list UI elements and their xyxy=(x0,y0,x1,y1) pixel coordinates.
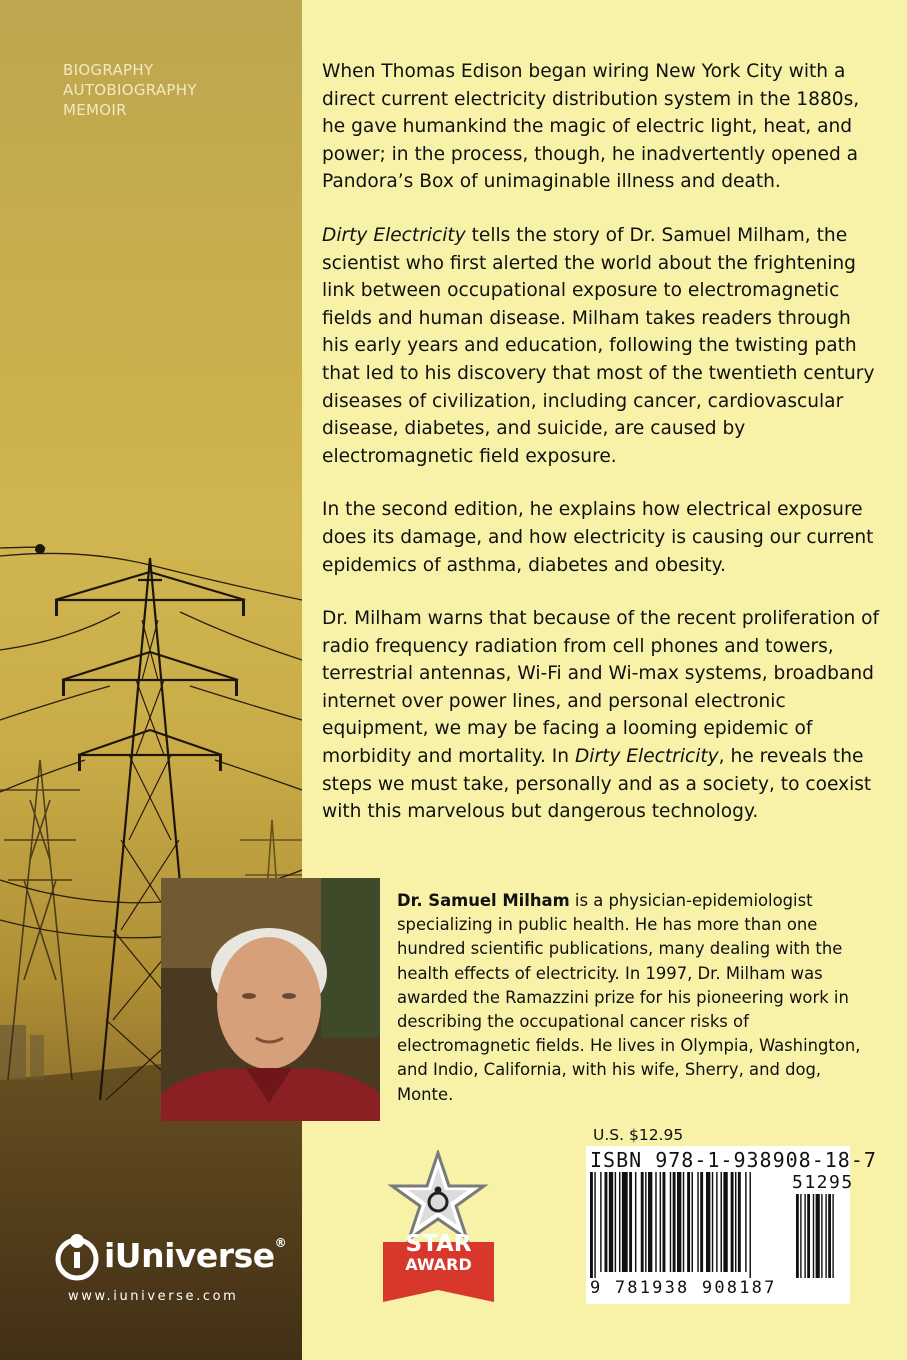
barcode-bar xyxy=(677,1172,681,1272)
barcode-bar xyxy=(605,1172,608,1272)
author-photo xyxy=(161,878,380,1121)
award-title: STAR xyxy=(405,1231,472,1257)
genre-biography: BIOGRAPHY xyxy=(63,61,154,79)
author-bio-text: is a physician-epidemiologist specializing in public health. He has more than one hundred scientific publications, many dealing with the health effects of electricity. In 1997, Dr. Milham was awarded the Ramazzini prize for his pioneering work in describing the occupational cancer risks of electromagnetic fields. He lives in Olympia, Washington, and Indio, California, with his wife, Sherry, and dog, Monte. xyxy=(397,891,861,1104)
barcode-bar xyxy=(683,1172,684,1272)
barcode-bar xyxy=(622,1172,628,1272)
blurb xyxy=(322,58,882,852)
barcode-bar xyxy=(700,1172,703,1272)
blurb-paragraph-3: In the second edition, he explains how electrical exposure does its damage, and how electricity is causing our current epidemics of asthma, diabetes and obesity. xyxy=(322,499,874,576)
star-award-icon xyxy=(381,1150,496,1303)
genre-list xyxy=(63,60,197,120)
author-name: Dr. Samuel Milham xyxy=(397,891,570,910)
publisher-name: iUniverse xyxy=(104,1236,275,1275)
barcode-bar xyxy=(692,1172,693,1272)
barcode-bar xyxy=(590,1172,593,1278)
barcode-bar xyxy=(609,1172,613,1272)
barcode-addon-bar xyxy=(828,1194,831,1278)
barcode-bar xyxy=(723,1172,727,1272)
blurb-paragraph-2-text: tells the story of Dr. Samuel Milham, the scientist who first alerted the world about the frightening link between occupational exposure to electromagnetic fields and human disease. Milham takes readers through his early years and education, following the twisting path that led to his discovery that most of the twentieth century diseases of civilization, including cancer, cardiovascular disease, diabetes, and suicide, are caused by electromagnetic field exposure. xyxy=(322,224,875,467)
power-tower-illustration xyxy=(0,0,302,1360)
author-bio xyxy=(397,889,877,1107)
iuniverse-logo-icon xyxy=(54,1232,100,1282)
barcode-addon-bar xyxy=(821,1194,822,1278)
barcode-bar xyxy=(716,1172,717,1272)
barcode-addon-bar xyxy=(813,1194,814,1278)
barcode-bar xyxy=(645,1172,646,1272)
blurb-paragraph-2 xyxy=(322,222,882,470)
barcode-bar xyxy=(648,1172,652,1272)
blurb-paragraph-4-text: Dr. Milham warns that because of the recent proliferation of radio frequency radiation from cell phones and towers, terrestrial antennas, Wi-Fi and Wi-max systems, broadband internet over power lines, and personal electronic equipment, we may be facing a looming epidemic of morbidity and mortality. In xyxy=(322,608,880,768)
barcode-addon-bar xyxy=(800,1194,801,1278)
barcode-bar xyxy=(663,1172,666,1272)
barcode-bar xyxy=(670,1172,671,1272)
barcode-bar xyxy=(721,1172,722,1272)
barcode-bar xyxy=(731,1172,734,1272)
barcode-bar xyxy=(687,1172,690,1272)
genre-memoir: MEMOIR xyxy=(63,101,127,119)
barcode-addon-bar xyxy=(807,1194,810,1278)
publisher-url: www.iuniverse.com xyxy=(68,1289,239,1304)
barcode-bar xyxy=(750,1172,751,1278)
author-portrait xyxy=(161,878,380,1121)
barcode-bar xyxy=(712,1172,713,1272)
blurb-paragraph-4 xyxy=(322,605,882,826)
barcode-bar xyxy=(660,1172,661,1272)
barcode-bar xyxy=(635,1172,636,1272)
book-title: Dirty Electricity xyxy=(322,224,466,246)
isbn: ISBN 978-1-938908-18-7 xyxy=(590,1148,877,1172)
barcode-bar xyxy=(706,1172,710,1272)
barcode-bar xyxy=(655,1172,656,1272)
barcode-bar xyxy=(697,1172,698,1272)
book-title: Dirty Electricity xyxy=(574,746,719,768)
price-code: 51295 xyxy=(792,1172,854,1193)
barcode-bar xyxy=(745,1172,746,1272)
barcode-bar xyxy=(594,1172,595,1278)
barcode-bar xyxy=(673,1172,676,1272)
barcode xyxy=(586,1146,877,1304)
registered-mark: ® xyxy=(274,1236,287,1250)
barcode-bar xyxy=(600,1172,601,1272)
barcode-bar xyxy=(615,1172,616,1272)
barcode-number: 9 781938 908187 xyxy=(590,1278,777,1298)
barcode-bar xyxy=(629,1172,632,1272)
barcode-addon-bar xyxy=(832,1194,833,1278)
blurb-paragraph-4-ending: , he reveals the steps we must take, personally and as a society, to coexist with this marvelous but dangerous technology. xyxy=(322,746,872,823)
award-subtitle: AWARD xyxy=(405,1255,472,1274)
barcode-addon-bar xyxy=(816,1194,820,1278)
barcode-addon-bar xyxy=(825,1194,826,1278)
barcode-bar xyxy=(738,1172,741,1272)
cover-photo-panel xyxy=(0,0,302,1360)
barcode-bar xyxy=(641,1172,644,1272)
barcode-bar xyxy=(735,1172,736,1272)
barcode-bars xyxy=(590,1172,846,1280)
barcode-addon-bar xyxy=(796,1194,799,1278)
blurb-paragraph-1: When Thomas Edison began wiring New York City with a direct current electricity distribution system in the 1880s, he gave humankind the magic of electric light, heat, and power; in the process, though, he inadvertently opened a Pandora’s Box of unimaginable illness and death. xyxy=(322,61,860,193)
barcode-addon-bar xyxy=(804,1194,805,1278)
star-award-badge xyxy=(381,1150,496,1303)
barcode-bar xyxy=(619,1172,620,1272)
genre-autobiography: AUTOBIOGRAPHY xyxy=(63,81,197,99)
price: U.S. $12.95 xyxy=(593,1126,684,1144)
